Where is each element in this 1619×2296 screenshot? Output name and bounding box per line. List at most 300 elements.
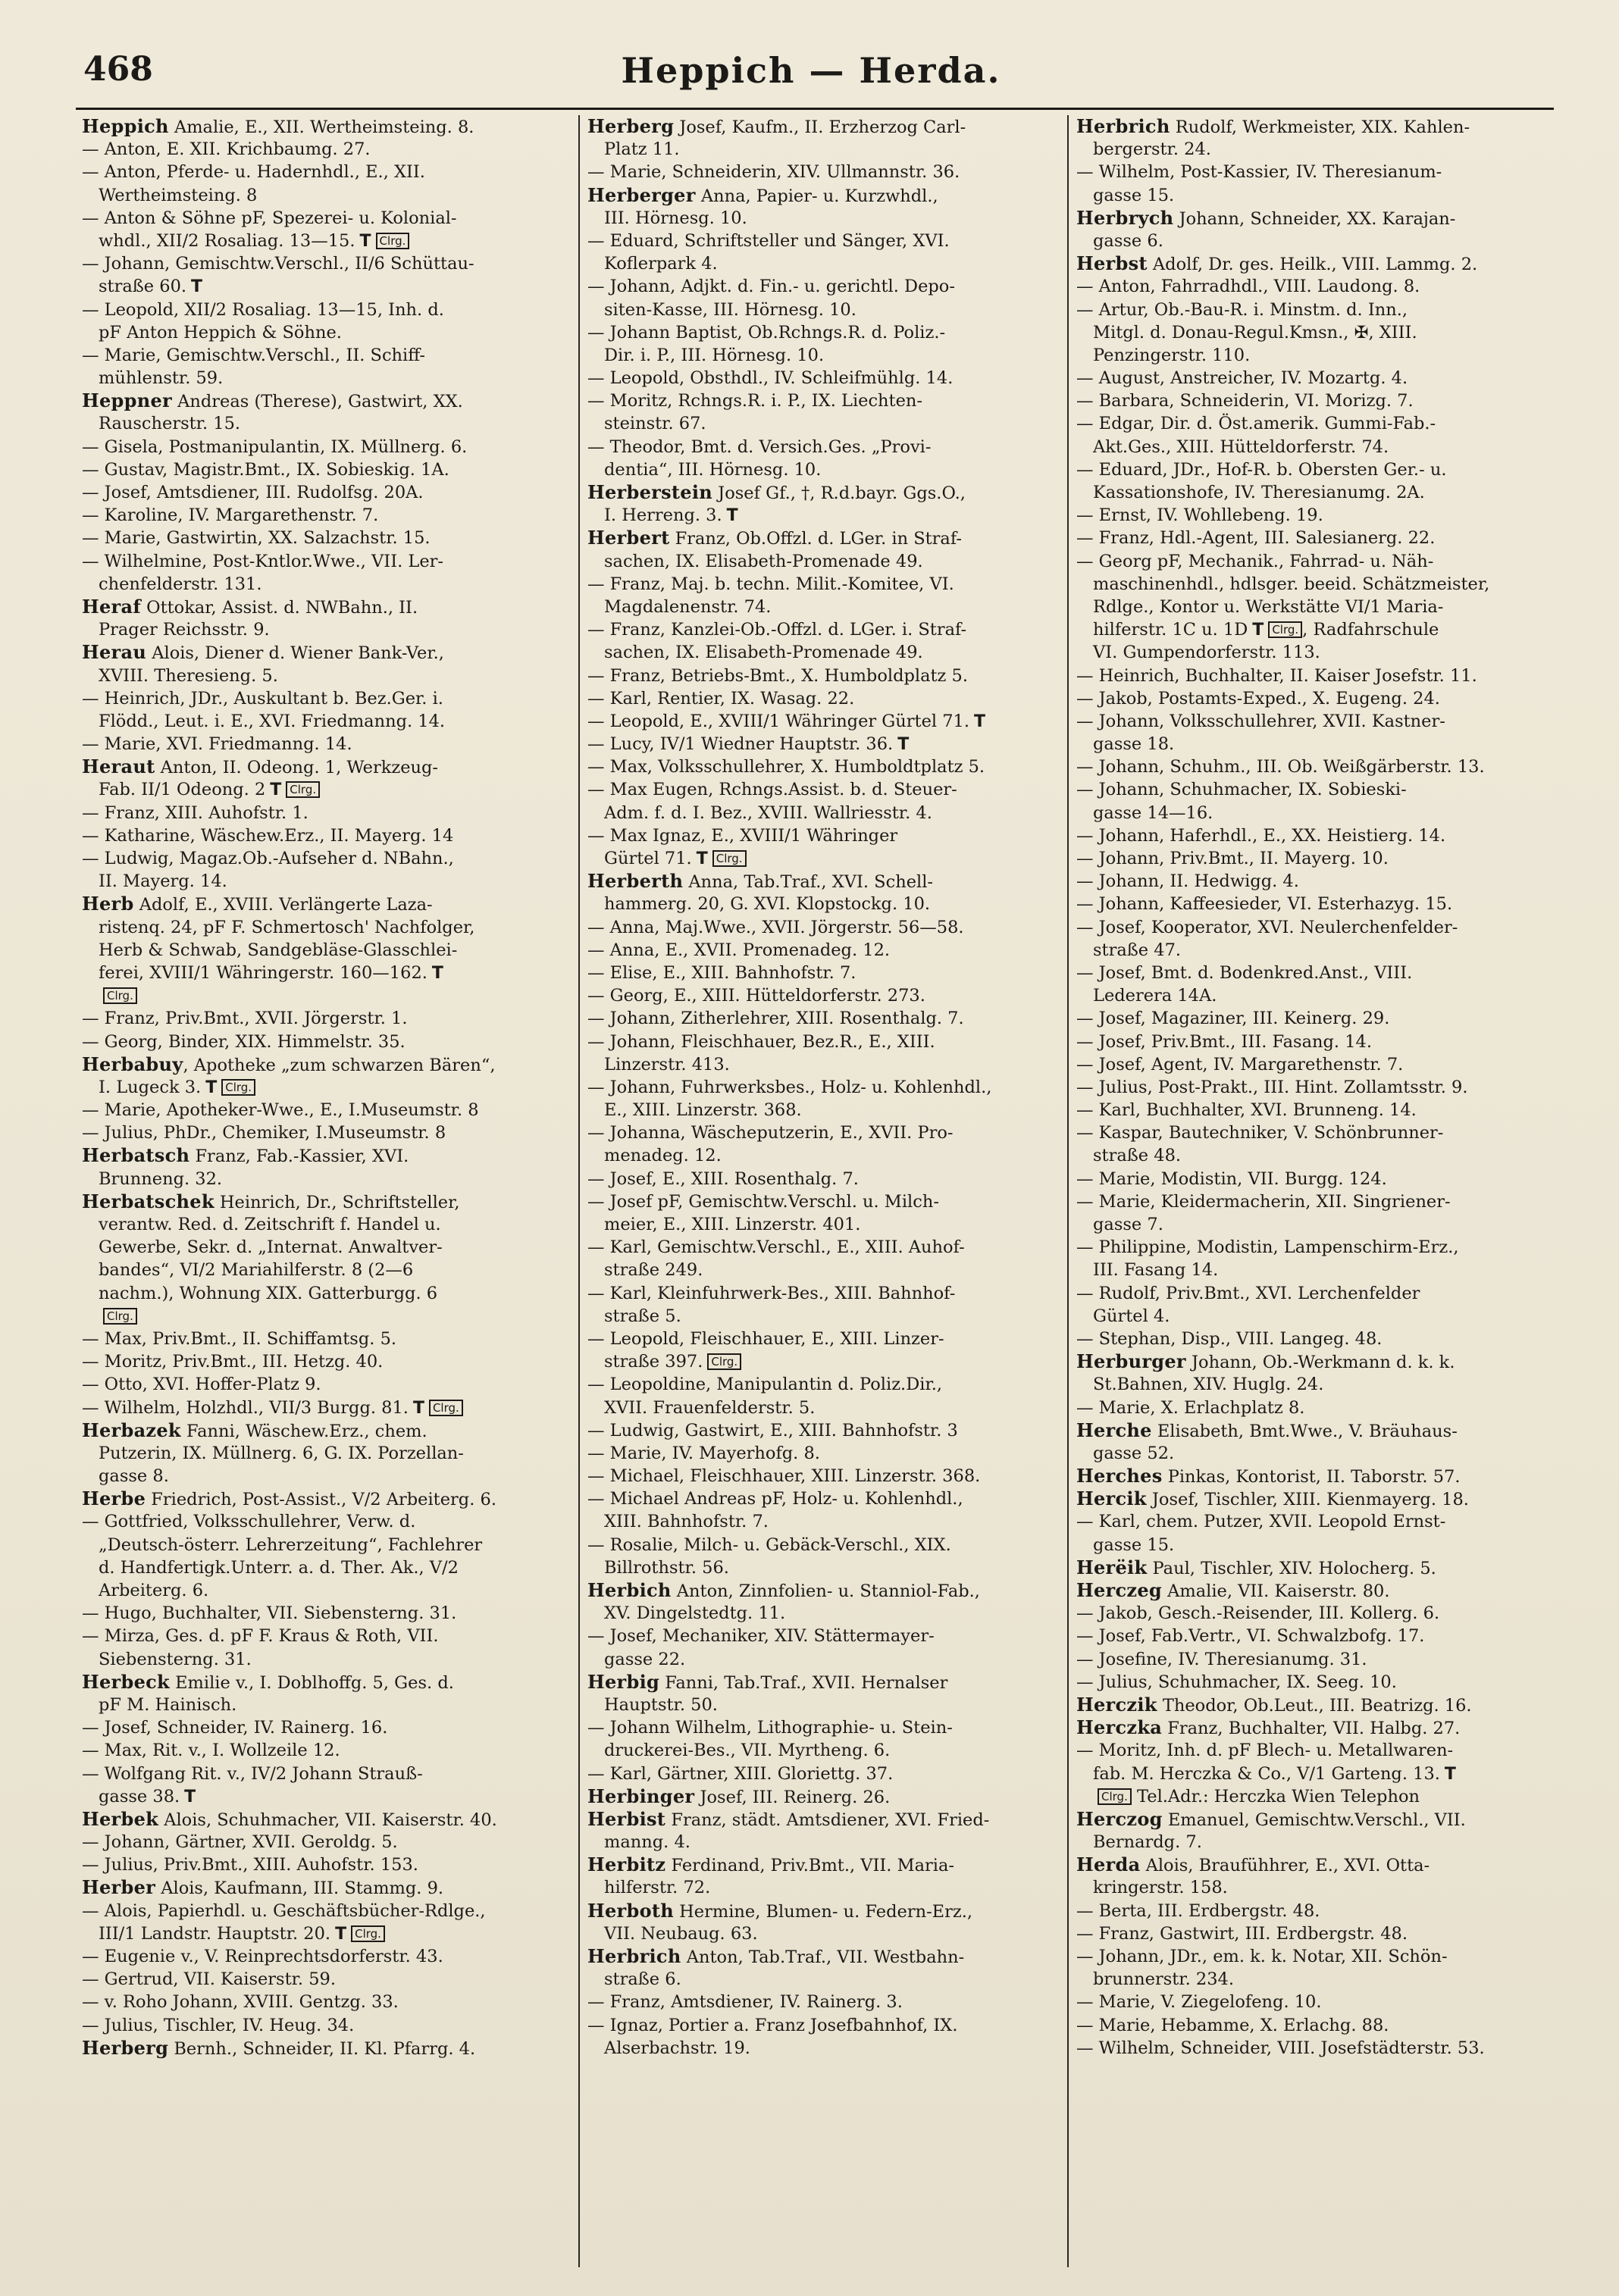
directory-line — [82, 1190, 567, 1213]
entry-text: — Rudolf, Priv.Bmt., XVI. Lerchenfelder — [1076, 1283, 1420, 1303]
entry-text: Alserbachstr. 19. — [604, 2038, 750, 2058]
entry-text: gasse 7. — [1093, 1215, 1163, 1234]
directory-line — [1076, 847, 1546, 870]
entry-text: — Julius, PhDr., Chemiker, I.Museumstr. 8 — [82, 1123, 446, 1143]
directory-line — [587, 1328, 1065, 1350]
directory-line — [82, 778, 567, 801]
directory-line — [587, 755, 1065, 778]
directory-line — [587, 1968, 1065, 1991]
entry-text: — Leopold, E., XVIII/1 Währinger Gürtel 71. — [587, 711, 970, 731]
telephone-mark: T — [1444, 1764, 1456, 1784]
entry-text: Heinrich, Dr., Schriftsteller, — [214, 1192, 460, 1212]
entry-text: straße 48. — [1093, 1146, 1182, 1166]
surname-heading: Heraut — [82, 755, 155, 778]
directory-line — [82, 1716, 567, 1739]
entry-text: Prager Reichsstr. 9. — [99, 620, 270, 640]
directory-line — [1076, 1945, 1546, 1968]
directory-line — [587, 458, 1065, 481]
entry-text: „Deutsch-österr. Lehrerzeitung“, Fachlehrer — [99, 1534, 483, 1555]
directory-line — [82, 1397, 567, 1419]
entry-text: Linzerstr. 413. — [604, 1054, 730, 1074]
directory-line — [1076, 389, 1546, 412]
directory-line — [587, 916, 1065, 939]
entry-text: — Johann, Schuhmacher, IX. Sobieski- — [1076, 780, 1407, 800]
entry-text: Amalie, E., XII. Wertheimsteing. 8. — [168, 117, 474, 137]
entry-text: — Ignaz, Portier a. Franz Josefbahnhof, IX. — [587, 2015, 958, 2035]
directory-line — [587, 527, 1065, 549]
directory-line — [587, 1442, 1065, 1465]
entry-text: — Johann, Priv.Bmt., II. Mayerg. 10. — [1076, 849, 1389, 868]
entry-text: — Anton, Pferde- u. Hadernhdl., E., XII. — [82, 162, 425, 183]
entry-text: — Max, Volksschullehrer, X. Humboldtplatz 5. — [587, 757, 985, 777]
directory-line — [587, 252, 1065, 275]
entry-text: — Josef, Priv.Bmt., III. Fasang. 14. — [1076, 1031, 1372, 1052]
directory-line — [82, 1282, 567, 1305]
directory-line — [587, 778, 1065, 801]
entry-text: , Apotheke „zum schwarzen Bären“, — [183, 1055, 496, 1075]
entry-text: Putzerin, IX. Müllnerg. 6, G. IX. Porzellan- — [99, 1443, 464, 1463]
directory-line — [587, 1121, 1065, 1144]
surname-heading: Herches — [1076, 1465, 1163, 1487]
entry-text: straße 5. — [604, 1306, 681, 1326]
directory-line — [82, 1579, 567, 1602]
entry-text: gasse 8. — [99, 1466, 169, 1487]
surname-heading: Herda — [1076, 1853, 1141, 1876]
directory-line — [82, 1853, 567, 1876]
directory-line — [1076, 436, 1546, 458]
entry-text: Bernh., Schneider, II. Kl. Pfarrg. 4. — [168, 2038, 476, 2059]
entry-text: Arbeiterg. 6. — [99, 1581, 209, 1600]
surname-heading: Herczeg — [1076, 1579, 1162, 1601]
entry-text: — Georg, E., XIII. Hütteldorferstr. 273. — [587, 986, 925, 1006]
entry-text: — Otto, XVI. Hoffer-Platz 9. — [82, 1375, 321, 1395]
entry-text: — August, Anstreicher, IV. Mozartg. 4. — [1076, 368, 1408, 389]
entry-text: Bernardg. 7. — [1093, 1832, 1202, 1853]
directory-line — [82, 1625, 567, 1647]
directory-line — [1076, 299, 1546, 321]
directory-line — [587, 824, 1065, 847]
surname-heading: Herbist — [587, 1807, 666, 1830]
surname-heading: Heraf — [82, 595, 141, 618]
entry-text: gasse 14—16. — [1093, 802, 1213, 823]
directory-line — [587, 1648, 1065, 1671]
directory-line — [587, 1487, 1065, 1510]
directory-line — [82, 1968, 567, 1991]
directory-line — [82, 573, 567, 596]
directory-line — [82, 1534, 567, 1556]
entry-text: — Marie, XVI. Friedmanng. 14. — [82, 734, 352, 755]
directory-line — [587, 161, 1065, 183]
directory-line — [587, 275, 1065, 298]
entry-text: — Jakob, Gesch.-Reisender, III. Kollerg. 6. — [1076, 1603, 1440, 1624]
directory-line — [1076, 504, 1546, 527]
directory-line — [1076, 984, 1546, 1007]
directory-line — [1076, 596, 1546, 618]
entry-text: bandes“, VI/2 Mariahilferstr. 8 (2—6 — [99, 1260, 414, 1281]
directory-line — [587, 1694, 1065, 1716]
entry-text: — Julius, Tischler, IV. Heug. 34. — [82, 2015, 355, 2035]
entry-text: — Elise, E., XIII. Bahnhofstr. 7. — [587, 962, 856, 983]
entry-text: Franz, Buchhalter, VII. Halbg. 27. — [1162, 1719, 1461, 1739]
entry-text: — Philippine, Modistin, Lampenschirm-Erz., — [1076, 1237, 1459, 1258]
surname-heading: Herbazek — [82, 1419, 181, 1441]
entry-text: Friedrich, Post-Assist., V/2 Arbeiterg. 6. — [146, 1490, 496, 1510]
directory-line — [1076, 1602, 1546, 1625]
surname-heading: Herau — [82, 641, 147, 664]
entry-text: kringerstr. 158. — [1093, 1878, 1228, 1898]
directory-line — [587, 1007, 1065, 1030]
entry-text: Adolf, Dr. ges. Heilk., VIII. Lammg. 2. — [1147, 255, 1478, 275]
directory-line — [587, 1373, 1065, 1396]
entry-text: verantw. Red. d. Zeitschrift f. Handel u. — [99, 1215, 441, 1234]
directory-line — [82, 115, 567, 138]
telephone-mark: T — [696, 849, 708, 868]
entry-text: mühlenstr. 59. — [99, 368, 224, 389]
directory-line — [1076, 1556, 1546, 1579]
directory-line — [587, 1876, 1065, 1899]
directory-line — [82, 2014, 567, 2037]
directory-line — [1076, 1031, 1546, 1053]
surname-heading: Herberth — [587, 870, 684, 893]
entry-text: Fab. II/1 Odeong. 2 — [99, 780, 266, 800]
entry-text: Platz 11. — [604, 139, 680, 160]
directory-line — [82, 1922, 567, 1945]
entry-text: — Marie, Apotheker-Wwe., E., I.Museumstr. 8 — [82, 1100, 479, 1121]
entry-text: Johann, Ob.-Werkmann d. k. k. — [1185, 1353, 1455, 1373]
entry-text: — Marie, Kleidermacherin, XII. Singriener- — [1076, 1191, 1451, 1212]
entry-text: straße 397. — [604, 1352, 703, 1372]
clearing-badge: Clrg. — [1098, 1788, 1132, 1805]
directory-line — [1076, 1534, 1546, 1556]
directory-line — [82, 641, 567, 664]
entry-text: Adm. f. d. I. Bez., XVIII. Wallriesstr. 4. — [604, 802, 932, 823]
directory-line — [82, 1305, 567, 1328]
directory-line — [82, 2037, 567, 2060]
telephone-mark: T — [191, 277, 203, 297]
entry-text: — Theodor, Bmt. d. Versich.Ges. „Provi- — [587, 436, 932, 457]
directory-line — [1076, 1625, 1546, 1647]
directory-line — [82, 184, 567, 207]
entry-text: bergerstr. 24. — [1093, 139, 1211, 160]
directory-line — [1076, 641, 1546, 664]
directory-line — [1076, 802, 1546, 824]
directory-line — [587, 321, 1065, 344]
directory-line — [82, 436, 567, 458]
entry-text: — Franz, Betriebs-Bmt., X. Humboldplatz 5. — [587, 665, 969, 686]
entry-text: menadeg. 12. — [604, 1146, 722, 1166]
entry-text: d. Handfertigk.Unterr. a. d. Ther. Ak., V/2 — [99, 1557, 459, 1578]
entry-text: — Max Eugen, Rchngs.Assist. b. d. Steuer- — [587, 780, 957, 800]
directory-line — [1076, 1144, 1546, 1167]
surname-heading: Herche — [1076, 1419, 1152, 1441]
entry-text: Hauptstr. 50. — [604, 1694, 718, 1715]
directory-line — [587, 1808, 1065, 1831]
entry-text: — Karl, chem. Putzer, XVII. Leopold Ernst- — [1076, 1512, 1446, 1532]
surname-heading: Herbek — [82, 1807, 159, 1830]
entry-text: Johann, Schneider, XX. Karajan- — [1173, 208, 1456, 229]
entry-text: pF M. Hainisch. — [99, 1694, 237, 1715]
telephone-mark: T — [359, 231, 371, 251]
directory-line — [82, 1648, 567, 1671]
entry-text: — Josef, Bmt. d. Bodenkred.Anst., VIII. — [1076, 962, 1413, 983]
entry-text: — Karl, Kleinfuhrwerk-Bes., XIII. Bahnhof- — [587, 1283, 956, 1303]
directory-line — [82, 618, 567, 641]
directory-line — [1076, 1900, 1546, 1922]
entry-text: — Johann, Gärtner, XVII. Geroldg. 5. — [82, 1832, 398, 1853]
entry-text: — Josef pF, Gemischtw.Verschl. u. Milch- — [587, 1191, 939, 1212]
entry-text: Rdlge., Kontor u. Werkstätte VI/1 Maria- — [1093, 596, 1444, 617]
directory-line — [587, 618, 1065, 641]
directory-line — [587, 1282, 1065, 1305]
entry-text: — Johann, Haferhdl., E., XX. Heistierg. 14. — [1076, 825, 1446, 846]
directory-line — [1076, 1853, 1546, 1876]
entry-text: Alois, Diener d. Wiener Bank-Ver., — [146, 643, 444, 664]
directory-line — [82, 252, 567, 275]
directory-line — [1076, 1190, 1546, 1213]
directory-line — [587, 984, 1065, 1007]
directory-line — [1076, 2014, 1546, 2037]
directory-line — [82, 1099, 567, 1121]
entry-text: sachen, IX. Elisabeth-Promenade 49. — [604, 643, 923, 663]
entry-text: — Franz, XIII. Auhofstr. 1. — [82, 802, 308, 823]
entry-text: Anna, Tab.Traf., XVI. Schell- — [683, 872, 933, 893]
directory-line — [82, 984, 567, 1007]
directory-line — [587, 138, 1065, 161]
telephone-mark: T — [1252, 621, 1264, 640]
directory-line — [1076, 1099, 1546, 1121]
entry-text: — Wilhelm, Schneider, VIII. Josefstädterstr. 53. — [1076, 2038, 1485, 2058]
directory-line — [82, 1213, 567, 1236]
directory-line — [82, 344, 567, 367]
directory-line — [587, 504, 1065, 527]
entry-text: Koflerpark 4. — [604, 254, 718, 274]
surname-heading: Herbabuy — [82, 1053, 183, 1075]
directory-line — [82, 1328, 567, 1350]
telephone-mark: T — [412, 1398, 424, 1418]
clearing-badge: Clrg. — [221, 1079, 255, 1096]
entry-text: XIII. Bahnhofstr. 7. — [604, 1512, 769, 1532]
directory-line — [1076, 1763, 1546, 1785]
entry-text: Rauscherstr. 15. — [99, 414, 241, 434]
directory-line — [587, 870, 1065, 893]
clearing-badge: Clrg. — [351, 1925, 385, 1942]
entry-text: Kassationshofe, IV. Theresianumg. 2A. — [1093, 483, 1425, 502]
directory-line — [587, 1190, 1065, 1213]
entry-text: Emanuel, Gemischtw.Verschl., VII. — [1162, 1810, 1466, 1830]
entry-text: — Marie, Hebamme, X. Erlachg. 88. — [1076, 2015, 1389, 2035]
entry-text: VII. Neubaug. 63. — [604, 1923, 758, 1944]
surname-heading: Herburger — [1076, 1350, 1186, 1373]
directory-line — [1076, 161, 1546, 183]
entry-text: — Michael, Fleischhauer, XIII. Linzerstr. 368. — [587, 1466, 981, 1487]
directory-line — [1076, 1259, 1546, 1281]
entry-text: — Marie, Gastwirtin, XX. Salzachstr. 15. — [82, 528, 431, 549]
telephone-mark: T — [205, 1078, 218, 1097]
surname-heading: Herbe — [82, 1487, 146, 1510]
directory-line — [82, 962, 567, 984]
entry-text: — Josef, Schneider, IV. Rainerg. 16. — [82, 1718, 388, 1738]
surname-heading: Herbrych — [1076, 206, 1174, 229]
directory-line — [82, 230, 567, 252]
directory-line — [587, 481, 1065, 504]
entry-text: — Johann, Schuhm., III. Ob. Weißgärberstr. 13. — [1076, 757, 1485, 777]
directory-line — [82, 1694, 567, 1716]
entry-text: — Katharine, Wäschew.Erz., II. Mayerg. 14 — [82, 825, 454, 846]
entry-text: Franz, städt. Amtsdiener, XVI. Fried- — [665, 1810, 990, 1830]
directory-line — [1076, 481, 1546, 504]
directory-line — [587, 1168, 1065, 1190]
entry-text: Josef Gf., †, R.d.bayr. Ggs.O., — [712, 483, 966, 503]
running-title: Heppich — Herda. — [621, 50, 1001, 91]
directory-line — [82, 870, 567, 893]
entry-text: — Josef, Agent, IV. Margarethenstr. 7. — [1076, 1054, 1404, 1074]
directory-line — [587, 1556, 1065, 1579]
directory-line — [587, 1213, 1065, 1236]
directory-line — [1076, 1373, 1546, 1396]
surname-heading: Herberstein — [587, 481, 713, 503]
entry-text: Emilie v., I. Doblhoffg. 5, Ges. d. — [169, 1672, 454, 1693]
telephone-mark: T — [431, 963, 443, 983]
entry-text: — Michael Andreas pF, Holz- u. Kohlenhdl., — [587, 1489, 963, 1509]
telephone-mark: T — [726, 506, 738, 526]
entry-text: — Johann, Zitherlehrer, XIII. Rosenthalg. 7. — [587, 1009, 964, 1029]
entry-text: chenfelderstr. 131. — [99, 574, 262, 594]
surname-heading: Hercik — [1076, 1487, 1147, 1510]
entry-text: — Franz, Maj. b. techn. Milit.-Komitee, VI. — [587, 574, 954, 594]
entry-text: — Marie, Gemischtw.Verschl., II. Schiff- — [82, 345, 426, 365]
entry-text: XVII. Frauenfelderstr. 5. — [604, 1397, 816, 1418]
entry-text: Pinkas, Kontorist, II. Taborstr. 57. — [1162, 1467, 1461, 1487]
directory-line — [587, 802, 1065, 824]
telephone-mark: T — [335, 1924, 347, 1944]
entry-text: Billrothstr. 56. — [604, 1557, 729, 1578]
entry-text: — Karoline, IV. Margarethenstr. 7. — [82, 505, 379, 526]
directory-line — [82, 1076, 567, 1099]
directory-line — [82, 389, 567, 412]
directory-line — [1076, 618, 1546, 641]
entry-text: — Johann, JDr., em. k. k. Notar, XII. Schön- — [1076, 1947, 1448, 1966]
directory-line — [82, 275, 567, 298]
directory-line — [82, 1236, 567, 1259]
directory-line — [587, 550, 1065, 573]
directory-line — [587, 1397, 1065, 1419]
entry-text: Siebensterng. 31. — [99, 1649, 252, 1669]
surname-heading: Herbich — [587, 1579, 672, 1601]
directory-line — [82, 138, 567, 161]
surname-heading: Heppner — [82, 389, 172, 412]
entry-text: Dir. i. P., III. Hörnesg. 10. — [604, 345, 825, 365]
directory-line — [587, 1602, 1065, 1625]
surname-heading: Herbrich — [1076, 115, 1170, 137]
directory-line — [1076, 1305, 1546, 1328]
clearing-badge: Clrg. — [286, 781, 320, 798]
entry-text: VI. Gumpendorferstr. 113. — [1093, 643, 1320, 663]
entry-text: — Max Ignaz, E., XVIII/1 Währinger — [587, 825, 898, 846]
entry-text: Alois, Kaufmann, III. Stammg. 9. — [155, 1878, 444, 1899]
directory-line — [587, 2014, 1065, 2037]
directory-line — [587, 710, 1065, 733]
entry-text: — Franz, Hdl.-Agent, III. Salesianerg. 22. — [1076, 528, 1436, 549]
directory-line — [587, 1579, 1065, 1602]
directory-line — [587, 207, 1065, 230]
directory-line — [82, 1373, 567, 1396]
directory-line — [82, 1945, 567, 1968]
entry-text: — Wilhelmine, Post-Kntlor.Wwe., VII. Ler- — [82, 551, 444, 571]
entry-text: Herb & Schwab, Sandgebläse-Glasschlei- — [99, 940, 458, 960]
directory-line — [587, 962, 1065, 984]
entry-text: — Leopold, XII/2 Rosaliag. 13—15, Inh. d. — [82, 299, 444, 320]
directory-line — [587, 230, 1065, 252]
directory-line — [1076, 184, 1546, 207]
entry-text: — Leopold, Obsthdl., IV. Schleifmühlg. 14. — [587, 368, 954, 389]
directory-line — [82, 1831, 567, 1853]
entry-text: Franz, Ob.Offzl. d. LGer. in Straf- — [669, 529, 962, 549]
entry-text: — Gertrud, VII. Kaiserstr. 59. — [82, 1969, 337, 1990]
entry-text: — Anton, Fahrradhdl., VIII. Laudong. 8. — [1076, 277, 1420, 297]
directory-line — [587, 665, 1065, 687]
entry-text: gasse 15. — [1093, 1534, 1175, 1555]
entry-text: ristenq. 24, pF F. Schmertosch' Nachfolger, — [99, 917, 475, 937]
directory-line — [587, 1144, 1065, 1167]
directory-line — [82, 733, 567, 755]
directory-line — [1076, 1328, 1546, 1350]
directory-line — [587, 184, 1065, 207]
directory-line — [82, 481, 567, 504]
surname-heading: Herberg — [587, 115, 675, 137]
entry-text: — Moritz, Rchngs.R. i. P., IX. Liechten- — [587, 391, 923, 411]
directory-line — [1076, 458, 1546, 481]
directory-line — [82, 1900, 567, 1922]
directory-line — [82, 1487, 567, 1510]
entry-text: — Johanna, Wäscheputzerin, E., XVII. Pro- — [587, 1123, 954, 1143]
directory-line — [587, 596, 1065, 618]
directory-line — [587, 1419, 1065, 1442]
entry-text: — Johann, Adjkt. d. Fin.- u. gerichtl. Depo- — [587, 277, 955, 297]
directory-line — [82, 755, 567, 778]
directory-line — [587, 2037, 1065, 2060]
entry-text: — Barbara, Schneiderin, VI. Morizg. 7. — [1076, 391, 1414, 411]
directory-line — [1076, 916, 1546, 939]
directory-line — [82, 1556, 567, 1579]
entry-text: — Berta, III. Erdbergstr. 48. — [1076, 1900, 1320, 1921]
entry-text: Ferdinand, Priv.Bmt., VII. Maria- — [665, 1856, 955, 1876]
entry-text: — Anna, E., XVII. Promenadeg. 12. — [587, 940, 891, 960]
surname-heading: Herczog — [1076, 1807, 1163, 1830]
surname-heading: Herberg — [82, 2036, 169, 2059]
entry-text: Adolf, E., XVIII. Verlängerte Laza- — [133, 895, 433, 915]
entry-text: pF Anton Heppich & Söhne. — [99, 322, 342, 343]
entry-text: — Johann, Fuhrwerksbes., Holz- u. Kohlenhdl., — [587, 1077, 992, 1097]
entry-text: Rudolf, Werkmeister, XIX. Kahlen- — [1170, 117, 1470, 137]
directory-line — [587, 1671, 1065, 1694]
directory-line — [587, 1945, 1065, 1968]
entry-text: gasse 18. — [1093, 734, 1175, 755]
entry-text: — Josefine, IV. Theresianumg. 31. — [1076, 1649, 1367, 1669]
entry-text: — Marie, Schneiderin, XIV. Ullmannstr. 36. — [587, 162, 960, 183]
entry-text: E., XIII. Linzerstr. 368. — [604, 1100, 802, 1121]
column-1 — [82, 115, 567, 2267]
directory-line — [82, 939, 567, 962]
directory-line — [587, 687, 1065, 710]
surname-heading: Herb — [82, 893, 134, 915]
directory-line — [587, 1739, 1065, 1762]
directory-line — [82, 1876, 567, 1899]
entry-text: — Mirza, Ges. d. pF F. Kraus & Roth, VII. — [82, 1626, 439, 1647]
entry-text: III/1 Landstr. Hauptstr. 20. — [99, 1923, 331, 1944]
entry-text: Anton, Zinnfolien- u. Stanniol-Fab., — [671, 1581, 980, 1601]
entry-text: — Karl, Buchhalter, XVI. Brunneng. 14. — [1076, 1100, 1417, 1121]
entry-text: — Heinrich, JDr., Auskultant b. Bez.Ger. i. — [82, 688, 443, 709]
